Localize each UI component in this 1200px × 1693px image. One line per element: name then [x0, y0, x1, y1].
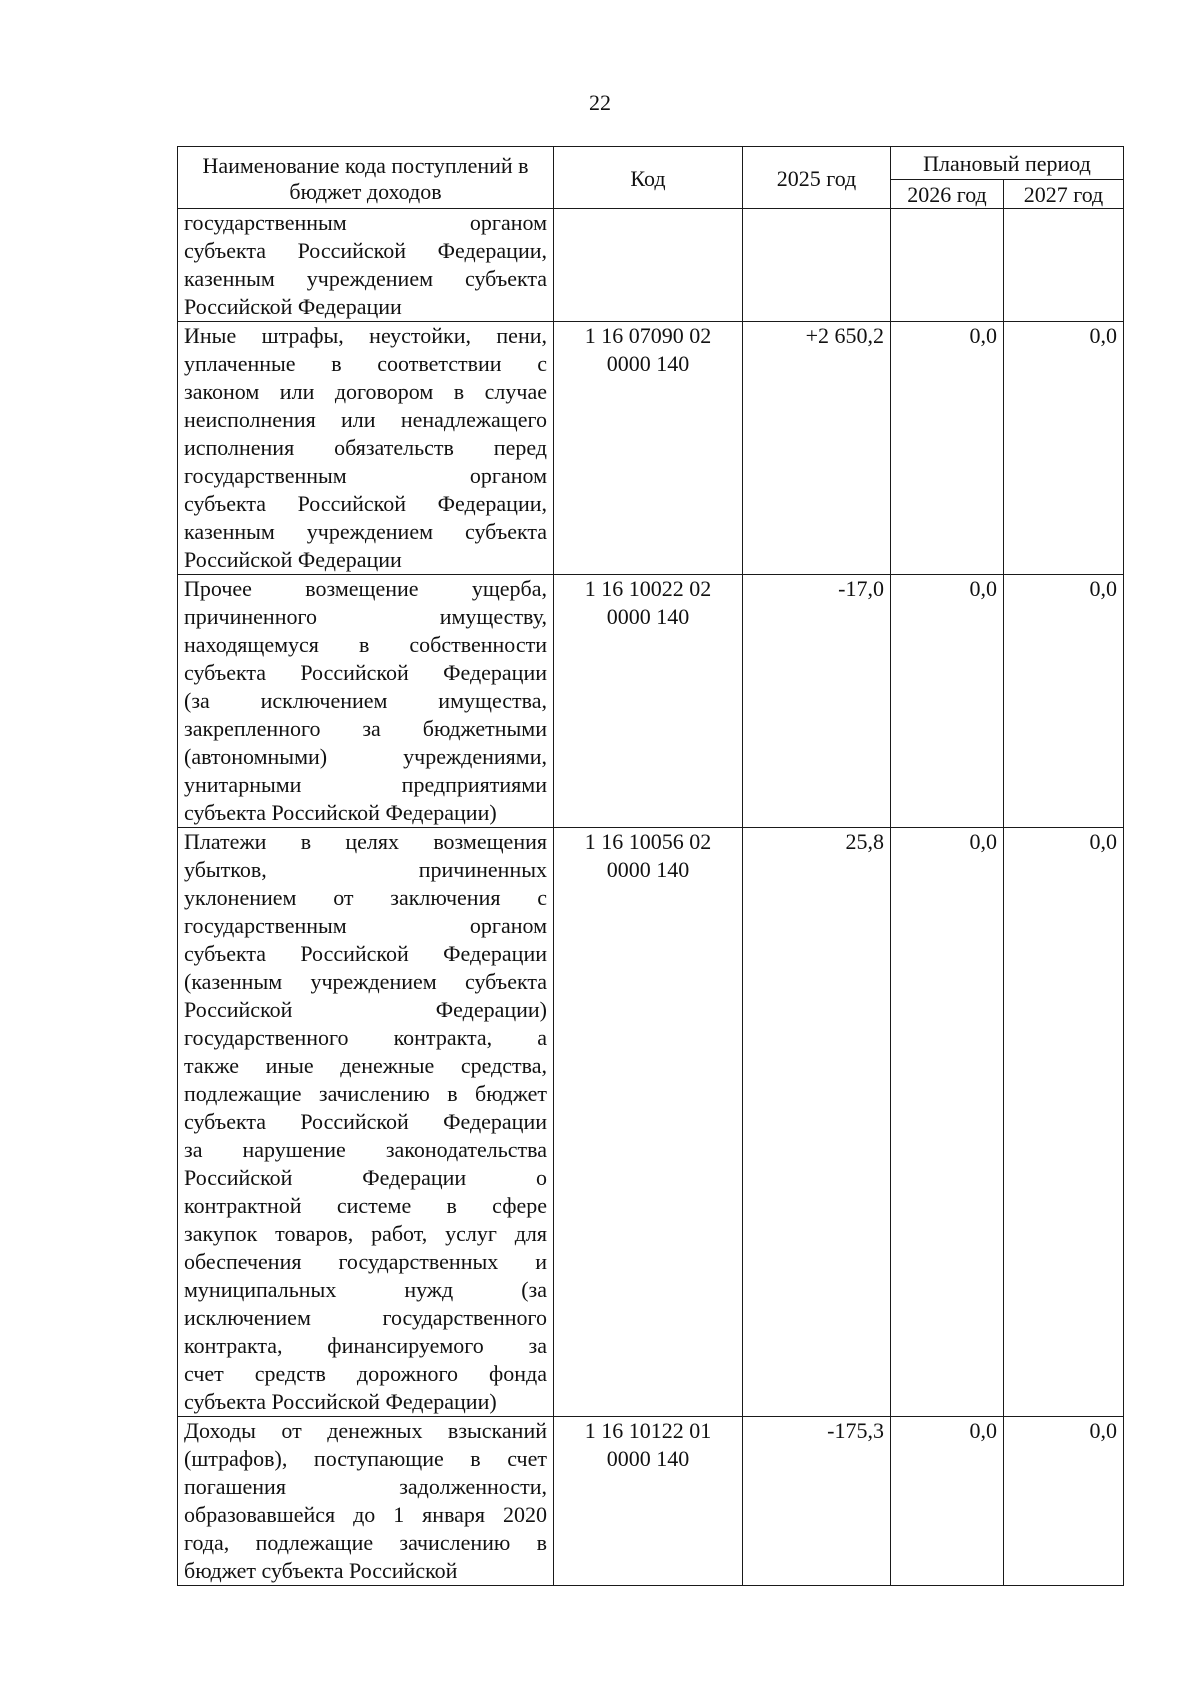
revenue-name-line: исполнения обязательств перед — [184, 435, 547, 460]
amount-2026-cell: 0,0 — [891, 322, 1004, 575]
revenue-name-line: также иные денежные средства, — [184, 1053, 547, 1078]
revenue-name-line: Российской Федерации) — [184, 997, 547, 1022]
revenue-name-line: государственным органом — [184, 463, 547, 488]
revenue-name-cell — [178, 322, 554, 575]
revenue-name-line: (за исключением имущества, — [184, 688, 547, 713]
header-planned-period: Плановый период — [891, 147, 1124, 180]
revenue-name-cell — [178, 828, 554, 1417]
revenue-name-line: убытков, причиненных — [184, 857, 547, 882]
revenue-name-line: субъекта Российской Федерации — [184, 1109, 547, 1134]
revenue-name-cell — [178, 209, 554, 322]
revenue-name-line: Российской Федерации — [184, 294, 402, 319]
table-row — [178, 1417, 1124, 1586]
table-row — [178, 209, 1124, 322]
revenue-name-line: Платежи в целях возмещения — [184, 829, 547, 854]
revenue-name-line: субъекта Российской Федерации) — [184, 800, 497, 825]
amount-2026-cell: 0,0 — [891, 575, 1004, 828]
revenue-name-line: законом или договором в случае — [184, 379, 547, 404]
revenue-code-cell — [554, 575, 743, 828]
amount-2026-cell: 0,0 — [891, 1417, 1004, 1586]
revenue-name-line: Прочее возмещение ущерба, — [184, 576, 547, 601]
revenue-name-line: Доходы от денежных взысканий — [184, 1418, 547, 1443]
revenue-name-line: (штрафов), поступающие в счет — [184, 1446, 547, 1471]
amount-2026-cell — [891, 209, 1004, 322]
revenue-name-line: уклонением от заключения с — [184, 885, 547, 910]
amount-2026-cell: 0,0 — [891, 828, 1004, 1417]
amount-2027-cell: 0,0 — [1004, 828, 1124, 1417]
revenue-code-cell — [554, 828, 743, 1417]
revenue-name-line: субъекта Российской Федерации, — [184, 238, 547, 263]
amount-2027-cell — [1004, 209, 1124, 322]
revenue-name-line: закупок товаров, работ, услуг для — [184, 1221, 547, 1246]
revenue-name-line: погашения задолженности, — [184, 1474, 547, 1499]
revenue-name-line: контрактной системе в сфере — [184, 1193, 547, 1218]
table-row — [178, 322, 1124, 575]
amount-2025-cell: 25,8 — [743, 828, 891, 1417]
revenue-name-line: субъекта Российской Федерации — [184, 941, 547, 966]
amount-2025-cell — [743, 209, 891, 322]
revenue-name-line: казенным учреждением субъекта — [184, 266, 547, 291]
revenue-name-line: Российской Федерации — [184, 547, 402, 572]
revenue-name-line: государственным органом — [184, 210, 547, 235]
revenue-name-line: находящемуся в собственности — [184, 632, 547, 657]
revenue-code-line: 0000 140 — [606, 857, 690, 882]
revenue-name-line: неисполнения или ненадлежащего — [184, 407, 547, 432]
revenue-code-line: 1 16 07090 02 — [584, 323, 712, 348]
revenue-name-line: подлежащие зачислению в бюджет — [184, 1081, 547, 1106]
revenue-name-line: казенным учреждением субъекта — [184, 519, 547, 544]
amount-2027-cell: 0,0 — [1004, 1417, 1124, 1586]
revenue-name-line: контракта, финансируемого за — [184, 1333, 547, 1358]
revenue-code-line: 0000 140 — [606, 1446, 690, 1471]
amount-2027-cell: 0,0 — [1004, 575, 1124, 828]
revenue-name-line: Иные штрафы, неустойки, пени, — [184, 323, 547, 348]
header-2027: 2027 год — [1004, 180, 1124, 209]
revenue-name-line: государственного контракта, а — [184, 1025, 547, 1050]
header-name: Наименование кода поступлений в бюджет доходов — [178, 147, 554, 209]
table-row — [178, 575, 1124, 828]
revenue-name-line: бюджет субъекта Российской — [184, 1558, 458, 1583]
revenue-name-line: уплаченные в соответствии с — [184, 351, 547, 376]
revenue-code-line: 0000 140 — [606, 351, 690, 376]
budget-revenue-table — [177, 146, 1124, 1586]
revenue-name-line: за нарушение законодательства — [184, 1137, 547, 1162]
revenue-name-line: унитарными предприятиями — [184, 772, 547, 797]
revenue-code-line: 0000 140 — [606, 604, 690, 629]
revenue-name-line: субъекта Российской Федерации — [184, 660, 547, 685]
revenue-code-line: 1 16 10022 02 — [584, 576, 712, 601]
revenue-name-line: года, подлежащие зачислению в — [184, 1530, 547, 1555]
amount-2025-cell: -17,0 — [743, 575, 891, 828]
revenue-name-line: закрепленного за бюджетными — [184, 716, 547, 741]
revenue-name-line: субъекта Российской Федерации, — [184, 491, 547, 516]
revenue-name-line: муниципальных нужд (за — [184, 1277, 547, 1302]
revenue-name-line: (автономными) учреждениями, — [184, 744, 547, 769]
revenue-name-line: причиненного имуществу, — [184, 604, 547, 629]
table-row — [178, 828, 1124, 1417]
page-number: 22 — [589, 90, 611, 115]
revenue-name-line: (казенным учреждением субъекта — [184, 969, 547, 994]
revenue-code-cell — [554, 322, 743, 575]
header-code: Код — [554, 147, 743, 209]
revenue-name-line: государственным органом — [184, 913, 547, 938]
revenue-name-line: счет средств дорожного фонда — [184, 1361, 547, 1386]
revenue-name-cell — [178, 575, 554, 828]
revenue-name-cell — [178, 1417, 554, 1586]
revenue-code-line: 1 16 10122 01 — [584, 1418, 712, 1443]
amount-2025-cell: +2 650,2 — [743, 322, 891, 575]
revenue-name-line: Российской Федерации о — [184, 1165, 547, 1190]
header-2025: 2025 год — [743, 147, 891, 209]
table-body — [178, 209, 1124, 1586]
revenue-code-line: 1 16 10056 02 — [584, 829, 712, 854]
revenue-name-line: исключением государственного — [184, 1305, 547, 1330]
revenue-name-line: обеспечения государственных и — [184, 1249, 547, 1274]
amount-2025-cell: -175,3 — [743, 1417, 891, 1586]
revenue-name-line: образовавшейся до 1 января 2020 — [184, 1502, 547, 1527]
amount-2027-cell: 0,0 — [1004, 322, 1124, 575]
revenue-code-cell — [554, 1417, 743, 1586]
revenue-code-cell — [554, 209, 743, 322]
header-2026: 2026 год — [891, 180, 1004, 209]
revenue-name-line: субъекта Российской Федерации) — [184, 1389, 497, 1414]
